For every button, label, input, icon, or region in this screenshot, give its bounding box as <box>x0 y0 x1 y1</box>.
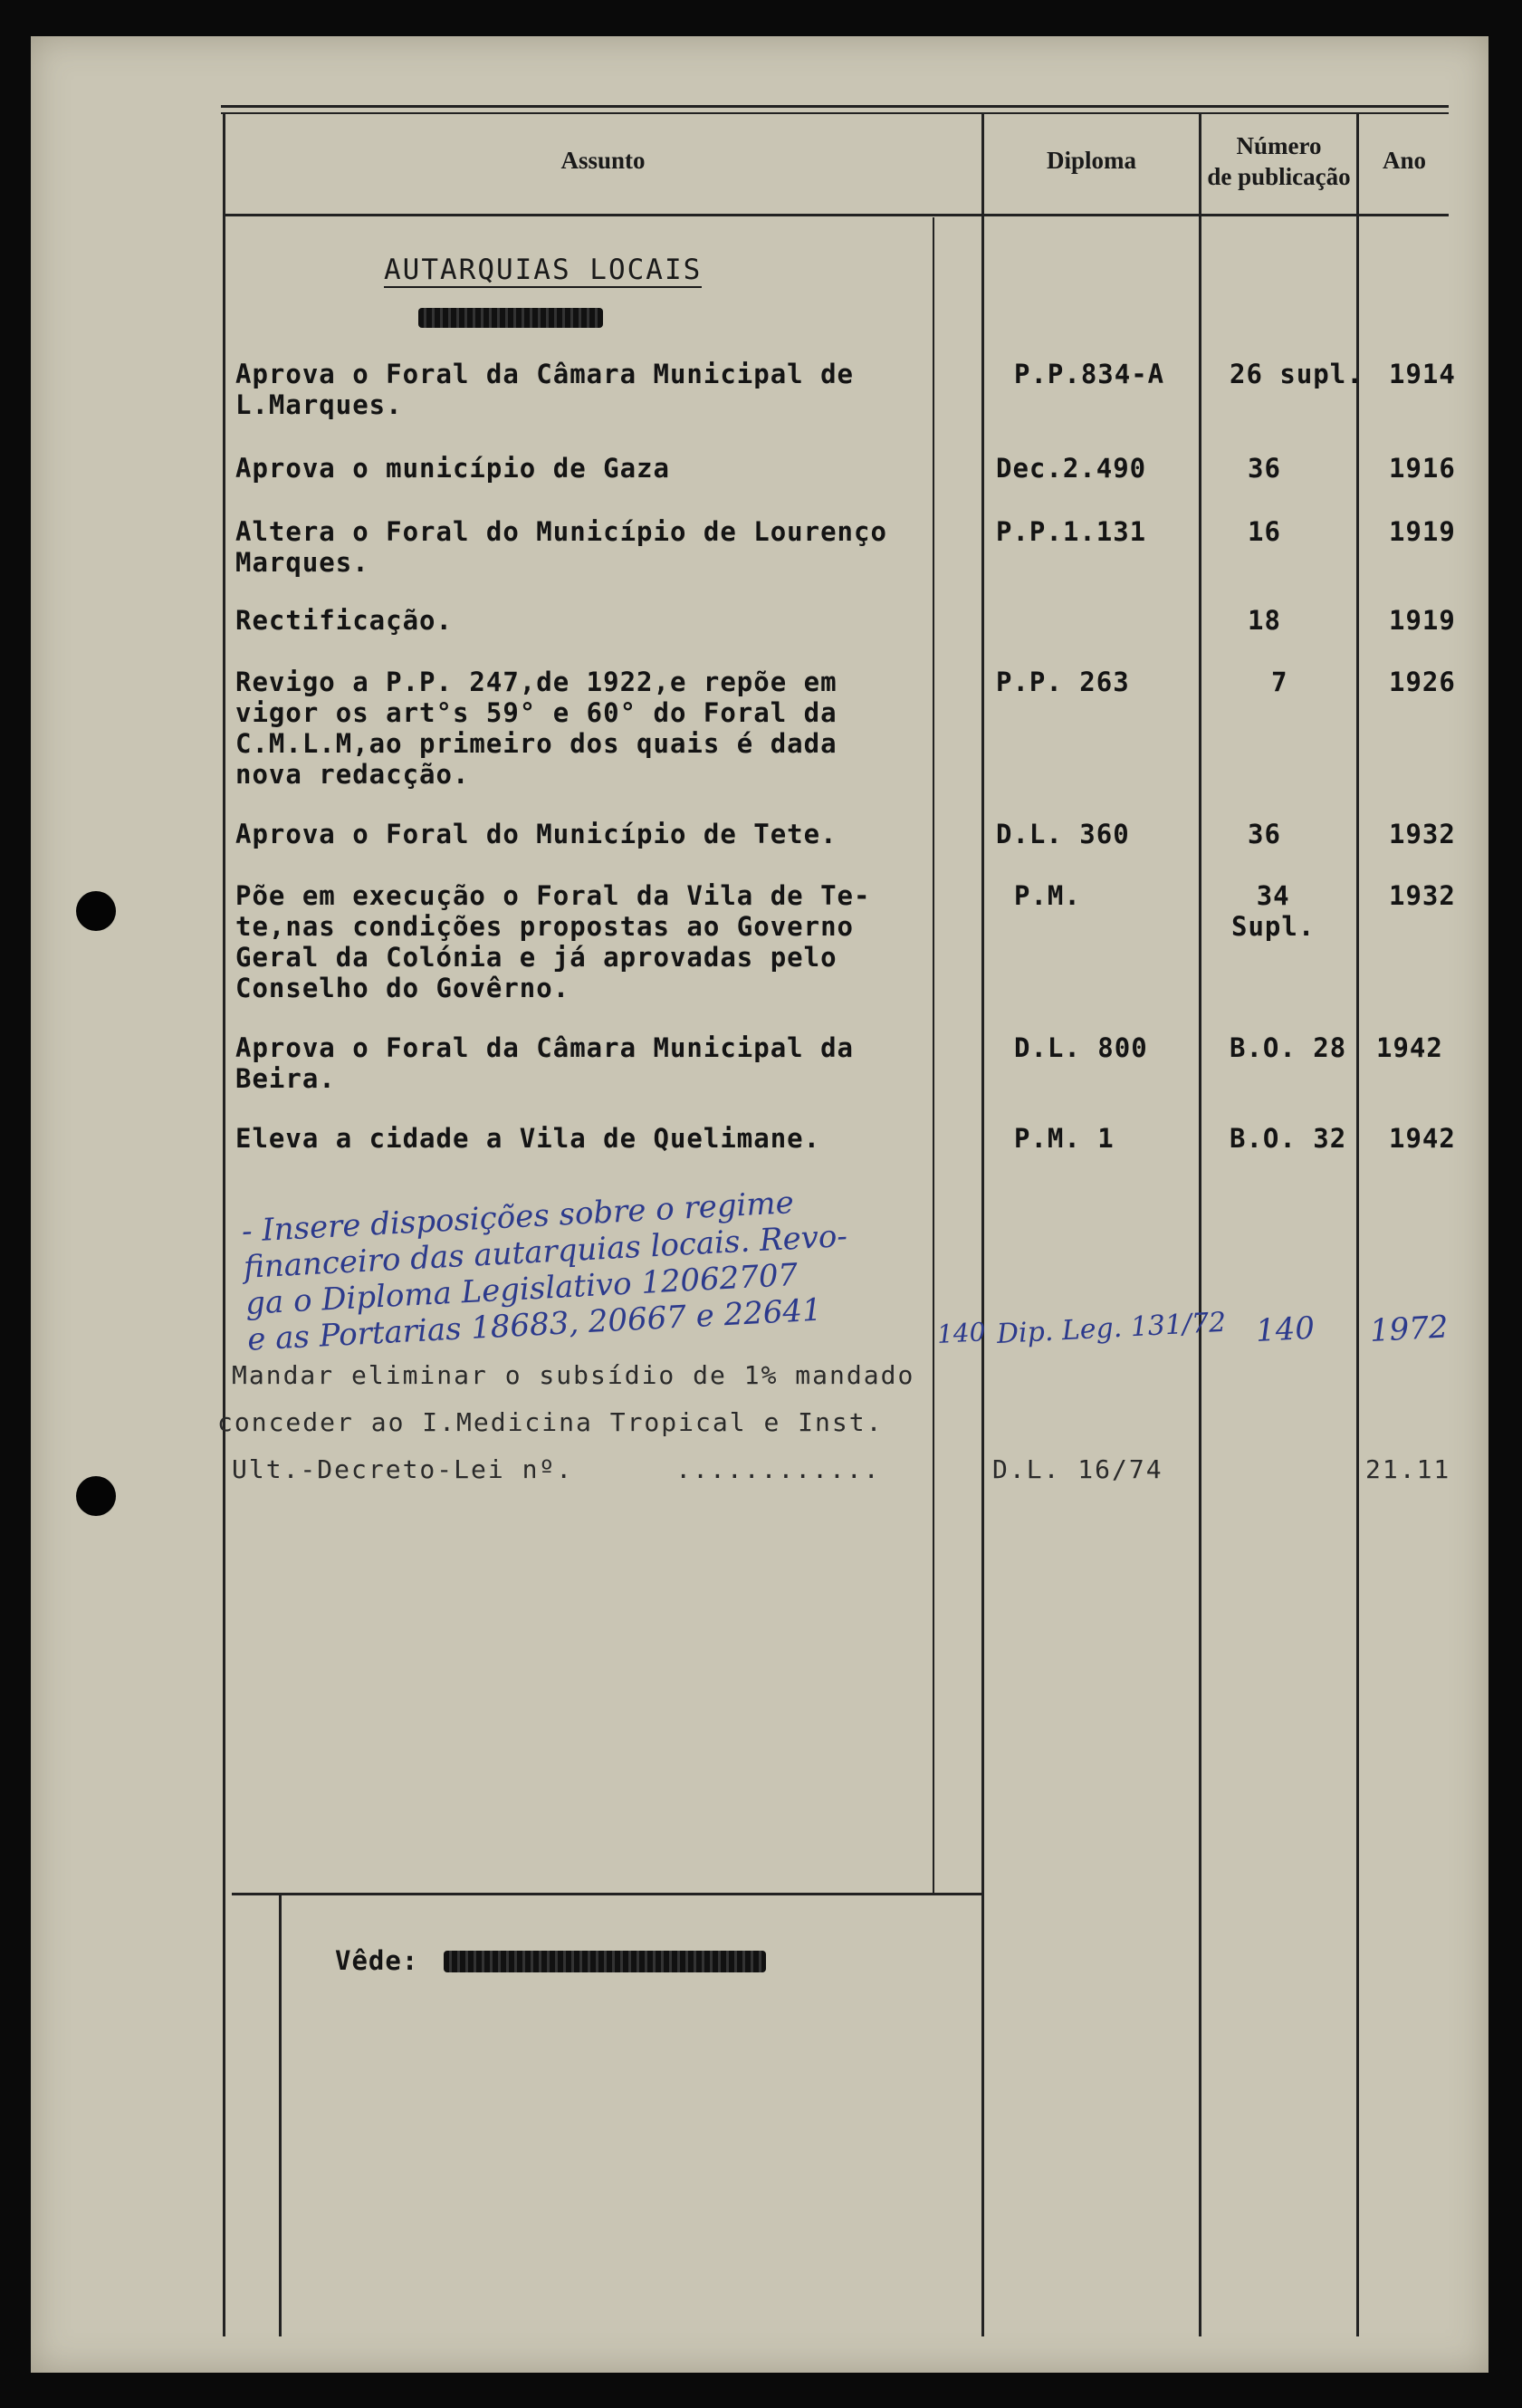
top-rule-2 <box>221 112 1449 114</box>
header-numero-line2: de publicação <box>1207 163 1351 190</box>
typed-entry-line: Mandar eliminar o subsídio de 1% mandado <box>232 1360 915 1390</box>
entry-ano: 1926 <box>1389 667 1456 697</box>
entry-ano: 1932 <box>1389 880 1456 911</box>
crossed-out-text <box>418 308 603 328</box>
punch-hole <box>76 891 116 931</box>
col-ano-line <box>1356 114 1359 2336</box>
entry-ano: 1919 <box>1389 605 1456 636</box>
entry-numero: 34 Supl. <box>1231 880 1316 942</box>
entry-diploma: Dec.2.490 <box>996 453 1147 484</box>
entry-diploma: P.P.1.131 <box>996 516 1147 547</box>
top-rule <box>221 105 1449 108</box>
entry-diploma: P.P.834-A <box>1014 359 1165 389</box>
index-card <box>31 36 1488 2373</box>
entry-assunto: Aprova o Foral do Município de Tete. <box>235 819 838 849</box>
entry-assunto: Aprova o Foral da Câmara Municipal da Beira. <box>235 1032 855 1094</box>
typed-entry-line: Ult.-Decreto-Lei nº. ............ <box>232 1454 881 1484</box>
entry-assunto: Rectificação. <box>235 605 453 636</box>
entry-numero: B.O. 32 <box>1230 1123 1347 1154</box>
entry-assunto: Aprova o município de Gaza <box>235 453 670 484</box>
handwritten-ano: 1972 <box>1369 1309 1450 1349</box>
entry-ano: 1942 <box>1376 1032 1443 1063</box>
entry-diploma: P.P. 263 <box>996 667 1130 697</box>
typed-entry-line: conceder ao I.Medicina Tropical e Inst. <box>217 1407 884 1437</box>
entry-ano: 1919 <box>1389 516 1456 547</box>
header-numero-line1: Número <box>1236 132 1322 159</box>
section-title: AUTARQUIAS LOCAIS <box>384 254 703 286</box>
entry-diploma: D.L. 800 <box>1014 1032 1148 1063</box>
crossed-out-reference <box>444 1951 766 1972</box>
left-border <box>223 114 225 2336</box>
entry-ano: 1942 <box>1389 1123 1456 1154</box>
entry-assunto: Eleva a cidade a Vila de Quelimane. <box>235 1123 821 1154</box>
entry-diploma: P.M. <box>1014 880 1081 911</box>
handwritten-number: 140 <box>936 1317 987 1349</box>
entry-diploma: P.M. 1 <box>1014 1123 1115 1154</box>
entry-assunto: Altera o Foral do Município de Lourenço Marques. <box>235 516 887 578</box>
entry-numero: B.O. 28 <box>1230 1032 1347 1063</box>
vide-box-left <box>279 1893 282 2336</box>
header-diploma: Diploma <box>1046 147 1136 174</box>
typed-entry-ano: 21.11 <box>1365 1454 1451 1484</box>
vide-box-top <box>232 1893 983 1895</box>
entry-assunto: Revigo a P.P. 247,de 1922,e repõe em vigor os art°s 59° e 60° do Foral da C.M.L.M,ao primeiro dos quais é dada nova redacção. <box>235 667 838 790</box>
entry-numero: 18 <box>1248 605 1281 636</box>
header-rule <box>225 214 1449 216</box>
entry-numero: 36 <box>1248 453 1281 484</box>
entry-assunto: Aprova o Foral da Câmara Municipal de L.Marques. <box>235 359 855 420</box>
entry-numero: 26 supl. <box>1230 359 1364 389</box>
handwritten-note: - Insere disposições sobre o regime financeiro das autarquias locais. Revo- ga o Diploma Legislativo 12062707 e as Portarias 18683, 20667 e 22641 <box>241 1185 848 1358</box>
header-numero <box>1201 130 1356 192</box>
entry-ano: 1916 <box>1389 453 1456 484</box>
col-diploma-line <box>981 114 984 2336</box>
entry-diploma: D.L. 360 <box>996 819 1130 849</box>
col-inner-line <box>933 217 934 1893</box>
col-numero-line <box>1199 114 1201 2336</box>
entry-numero: 36 <box>1248 819 1281 849</box>
header-ano: Ano <box>1382 147 1426 174</box>
vide-label: Vêde: <box>335 1945 419 1976</box>
handwritten-diploma: Dip. Leg. 131/72 <box>996 1306 1228 1350</box>
entry-ano: 1914 <box>1389 359 1456 389</box>
entry-ano: 1932 <box>1389 819 1456 849</box>
entry-assunto: Põe em execução o Foral da Vila de Te- te,nas condições propostas ao Governo Geral da Colónia e já aprovadas pelo Conselho do Govêrno. <box>235 880 871 1003</box>
entry-numero: 16 <box>1248 516 1281 547</box>
handwritten-numero: 140 <box>1255 1310 1316 1349</box>
punch-hole <box>76 1476 116 1516</box>
header-assunto: Assunto <box>560 147 646 174</box>
typed-entry-diploma: D.L. 16/74 <box>992 1454 1163 1484</box>
entry-numero: 7 <box>1271 667 1288 697</box>
